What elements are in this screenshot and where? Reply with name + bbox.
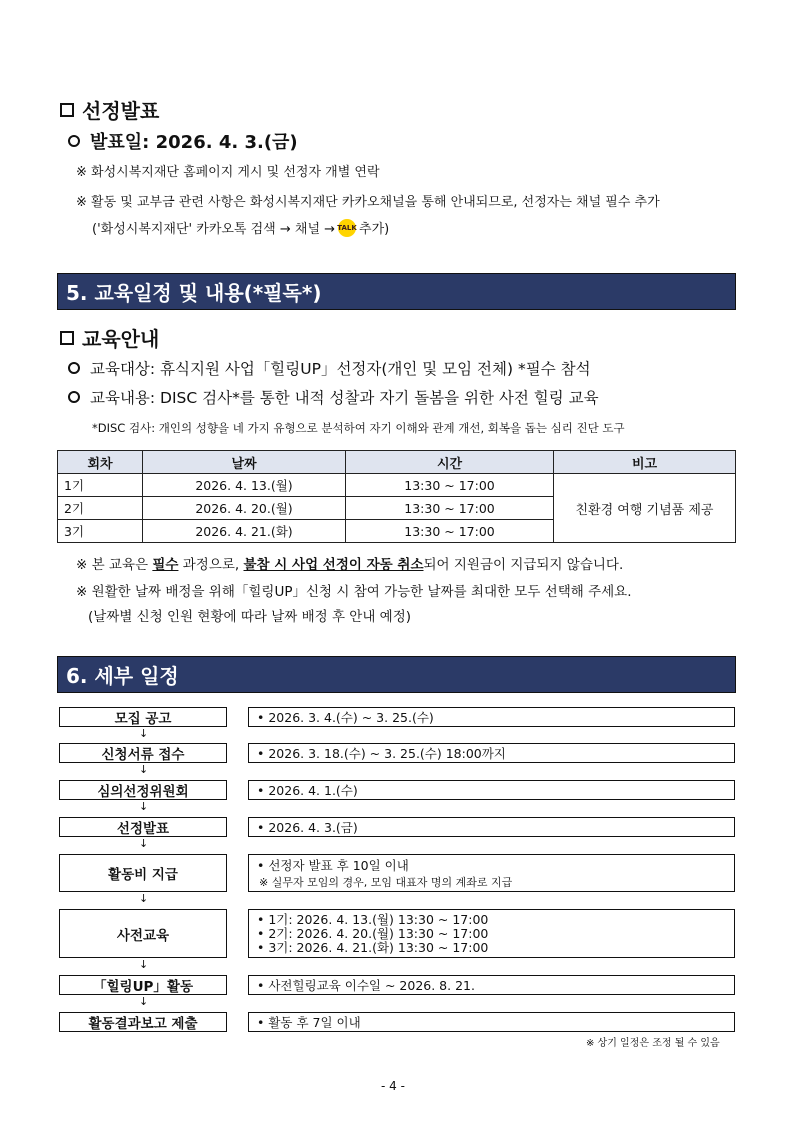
step-detail: • 1기: 2026. 4. 13.(월) 13:30 ~ 17:00 • 2기: 2026. 4. 20.(월) 13:30 ~ 17:00 • 3기: 2026. 4. 21.(화) 13:30 ~ 17:00	[248, 909, 735, 958]
page-number: - 4 -	[381, 1079, 405, 1093]
down-arrow-icon: ↓	[139, 763, 149, 776]
step-label: 활동결과보고 제출	[59, 1012, 227, 1032]
header-round: 회차	[58, 451, 143, 474]
selection-note-3: ('화성시복지재단' 카카오톡 검색 → 채널 → TALK 추가)	[92, 218, 389, 237]
header-remark: 비고	[554, 451, 736, 474]
step-label: 사전교육	[59, 909, 227, 958]
step-detail: • 활동 후 7일 이내	[248, 1012, 735, 1032]
selection-heading: 선정발표	[60, 95, 159, 124]
disc-footnote: *DISC 검사: 개인의 성향을 네 가지 유형으로 분석하여 자기 이해와 관계 개선, 회복을 돕는 심리 진단 도구	[92, 421, 625, 435]
checkbox-square-icon	[60, 331, 74, 345]
section5-banner: 5. 교육일정 및 내용(*필독*)	[57, 273, 736, 310]
cell-date: 2026. 4. 13.(월)	[143, 474, 346, 497]
step-detail: • 사전힐링교육 이수일 ~ 2026. 8. 21.	[248, 975, 735, 995]
step-label: 활동비 지급	[59, 854, 227, 892]
step-label: 선정발표	[59, 817, 227, 837]
education-heading: 교육안내	[60, 323, 159, 352]
down-arrow-icon: ↓	[139, 727, 149, 740]
announce-date-line: 발표일: 2026. 4. 3.(금)	[68, 128, 298, 154]
step-detail: • 2026. 3. 18.(수) ~ 3. 25.(수) 18:00까지	[248, 743, 735, 763]
step-detail: • 선정자 발표 후 10일 이내 ※ 실무자 모임의 경우, 모임 대표자 명의 계좌로 지급	[248, 854, 735, 892]
warning-line-1: ※ 본 교육은 필수 과정으로, 불참 시 사업 선정이 자동 취소되어 지원금이 지급되지 않습니다.	[76, 557, 624, 573]
circle-bullet-icon	[68, 135, 80, 147]
step-detail: • 2026. 3. 4.(수) ~ 3. 25.(수)	[248, 707, 735, 727]
down-arrow-icon: ↓	[139, 892, 149, 905]
selection-note-2: ※ 활동 및 교부금 관련 사항은 화성시복지재단 카카오채널을 통해 안내되므로, 선정자는 채널 필수 추가	[76, 195, 660, 210]
selection-note-1: ※ 화성시복지재단 홈페이지 게시 및 선정자 개별 연락	[76, 165, 380, 180]
cell-round: 2기	[58, 497, 143, 520]
checkbox-square-icon	[60, 103, 74, 117]
circle-bullet-icon	[68, 391, 80, 403]
cell-time: 13:30 ~ 17:00	[346, 497, 554, 520]
header-date: 날짜	[143, 451, 346, 474]
cell-round: 3기	[58, 520, 143, 543]
down-arrow-icon: ↓	[139, 800, 149, 813]
table-header-row	[58, 451, 736, 474]
down-arrow-icon: ↓	[139, 958, 149, 971]
down-arrow-icon: ↓	[139, 837, 149, 850]
down-arrow-icon: ↓	[139, 995, 149, 1008]
cell-time: 13:30 ~ 17:00	[346, 520, 554, 543]
cell-time: 13:30 ~ 17:00	[346, 474, 554, 497]
step-label: 「힐링UP」활동	[59, 975, 227, 995]
cell-date: 2026. 4. 20.(월)	[143, 497, 346, 520]
cell-round: 1기	[58, 474, 143, 497]
circle-bullet-icon	[68, 362, 80, 374]
section6-banner: 6. 세부 일정	[57, 656, 736, 693]
table-row	[58, 474, 736, 497]
step-detail: • 2026. 4. 1.(수)	[248, 780, 735, 800]
warning-line-2: ※ 원활한 날짜 배정을 위해「힐링UP」신청 시 참여 가능한 날짜를 최대한 모두 선택해 주세요.	[76, 584, 632, 600]
education-schedule-table	[57, 450, 736, 543]
warning-line-3: (날짜별 신청 인원 현황에 따라 날짜 배정 후 안내 예정)	[88, 609, 412, 625]
cell-remark: 친환경 여행 기념품 제공	[554, 474, 736, 543]
step-label: 신청서류 접수	[59, 743, 227, 763]
cell-date: 2026. 4. 21.(화)	[143, 520, 346, 543]
header-time: 시간	[346, 451, 554, 474]
kakaotalk-icon: TALK	[338, 219, 356, 237]
step-label: 모집 공고	[59, 707, 227, 727]
schedule-footer-note: ※ 상기 일정은 조정 될 수 있음	[586, 1038, 720, 1049]
education-content: 교육내용: DISC 검사*를 통한 내적 성찰과 자기 돌봄을 위한 사전 힐링 교육	[68, 386, 599, 408]
step-detail: • 2026. 4. 3.(금)	[248, 817, 735, 837]
step-label: 심의선정위원회	[59, 780, 227, 800]
education-target: 교육대상: 휴식지원 사업「힐링UP」선정자(개인 및 모임 전체) *필수 참석	[68, 357, 591, 379]
